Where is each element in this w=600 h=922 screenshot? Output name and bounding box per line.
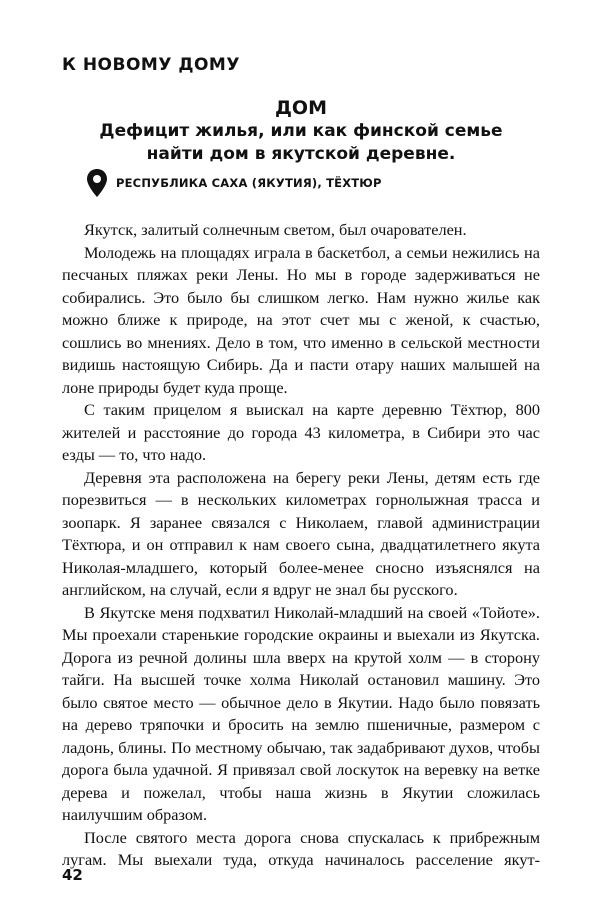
chapter-header: К НОВОМУ ДОМУ xyxy=(62,55,240,75)
paragraph: С таким прицелом я выискал на карте деревню Тёхтюр, 800 жителей и расстояние до города 43 километра, в Сибири это час езды — то, что надо. xyxy=(62,400,540,464)
article-subtitle-line2: найти дом в якутской деревне. xyxy=(146,144,456,164)
paragraph: Молодежь на площадях играла в баскетбол, а семьи нежились на песчаных пляжах реки Лены. Но мы в городе задерживаться не собирались. Это было бы слишком легко. Нам нужно жилье как можно ближе к природе, на этот счет мы с женой, к счастью, сошлись во мнениях. Дело в том, что именно в сельской местности видишь настоящую Сибирь. Да и пасти отару наших малышей на лоне природы будет куда проще. xyxy=(62,242,540,397)
paragraph: Деревня эта расположена на берегу реки Лены, детям есть где порезвиться — в нескольких километрах горнолыжная трасса и зоопарк. Я заранее связался с Николаем, главой администрации Тёхтюра, и он отправил к нам своего сына, двадцатилетнего якута Николая-младшего, который более-менее сносно изъяснялся на английском, на случай, если я вдруг не знал бы русского. xyxy=(62,467,540,599)
article-title: ДОМ xyxy=(275,97,327,119)
page-number: 42 xyxy=(62,866,83,884)
paragraph: Якутск, залитый солнечным светом, был очарователен. xyxy=(84,220,467,239)
location-text: РЕСПУБЛИКА САХА (ЯКУТИЯ), ТЁХТЮР xyxy=(116,176,382,190)
map-pin-icon xyxy=(86,168,108,198)
paragraph: После святого места дорога снова спускалась к прибрежным лугам. Мы выехали туда, откуда начиналось расселение якут- xyxy=(62,827,540,869)
article-subtitle-line1: Дефицит жилья, или как финской семье xyxy=(99,121,503,141)
article-title-block xyxy=(62,96,540,166)
paragraph: В Якутске меня подхватил Николай-младший на своей «Тойоте». Мы проехали старенькие городские окраины и выехали из Якутска. Дорога из речной долины шла вверх на крутой холм — в сторону тайги. На высшей точке холма Николай остановил машину. Это было святое место — обычное дело в Якутии. Надо было повязать на дерево тряпочки и бросить на землю пшеничные, размером с ладонь, блины. По местному обычаю, так задабривают духов, чтобы дорога была удачной. Я привязал свой лоскуток на веревку на ветке дерева и пожелал, чтобы наша жизнь в Якутии сложилась наилучшим образом. xyxy=(62,602,540,824)
article-body xyxy=(62,219,540,872)
location-line xyxy=(86,168,382,198)
